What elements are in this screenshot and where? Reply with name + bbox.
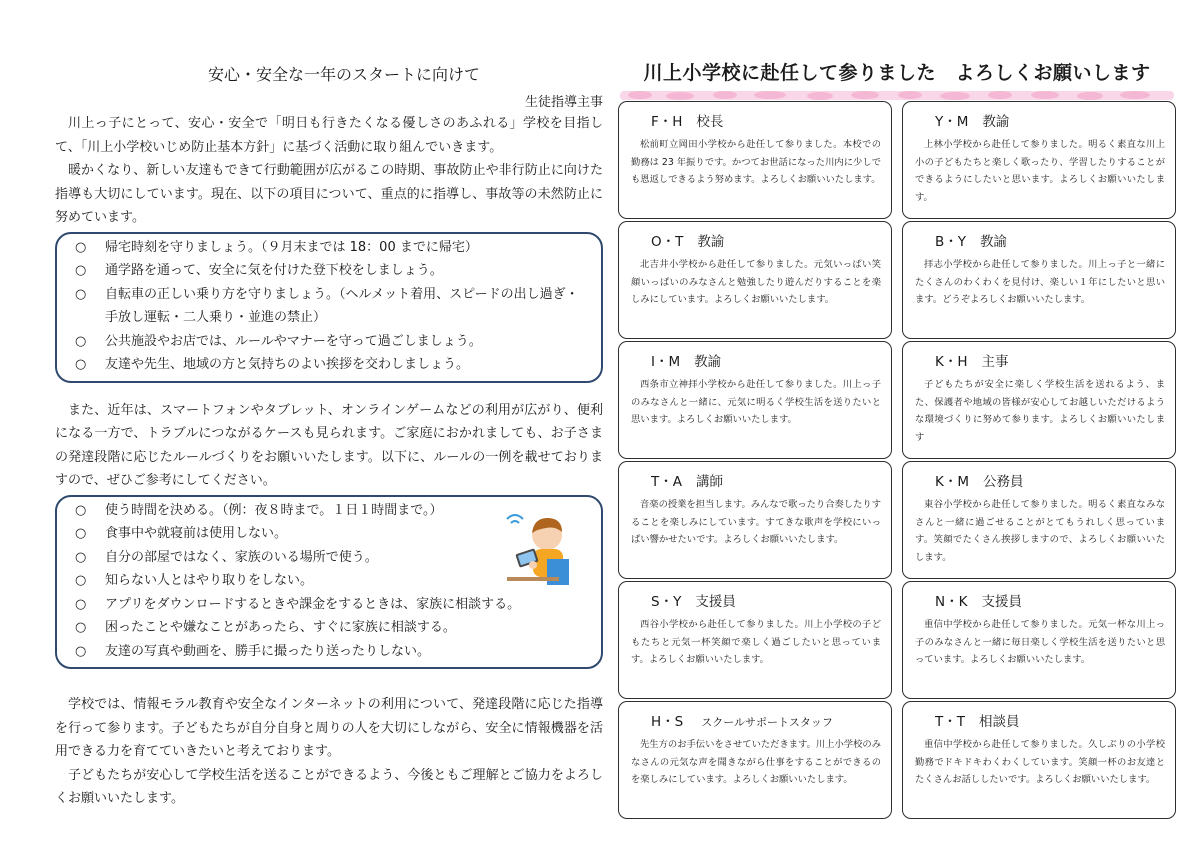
staff-name: T・A <box>651 474 682 490</box>
staff-card <box>902 101 1176 219</box>
intro-paragraph-2: 暖かくなり、新しい友達もできて行動範囲が広がるこの時期、事故防止や非行防止に向けた指導も大切にしています。現在、以下の項目について、重点的に指導し、事故等の未然防止に努めています。 <box>55 163 603 225</box>
staff-role: 教諭 <box>697 234 725 250</box>
staff-role: 教諭 <box>982 114 1010 130</box>
circle-marker: ○ <box>75 596 87 612</box>
circle-marker: ○ <box>75 263 87 278</box>
staff-name: S・Y <box>651 594 682 610</box>
staff-card <box>618 461 892 579</box>
staff-role: 公務員 <box>983 474 1024 490</box>
staff-card <box>902 581 1176 699</box>
staff-role: 校長 <box>696 114 724 130</box>
list-item: ○ 知らない人とはやり取りをしない。 <box>75 569 591 593</box>
list-item: ○ 通学路を通って、安全に気を付けた登下校をしましょう。 <box>75 259 591 283</box>
list-item: ○ 友達や先生、地域の方と気持ちのよい挨拶を交わしましょう。 <box>75 353 591 377</box>
circle-marker: ○ <box>75 239 87 255</box>
list-item: ○ 自転車の正しい乗り方を守りましょう。（ヘルメット着用、スピードの出し過ぎ・手放し運転・二人乗り・並進の禁止） <box>75 283 591 330</box>
staff-role: 支援員 <box>695 594 736 610</box>
device-paragraph: また、近年は、スマートフォンやタブレット、オンラインゲームなどの利用が広がり、便利になる一方で、トラブルにつながるケースも見られます。ご家庭におかれましても、お子さまの発達段階に応じたルールづくりをお願いいたします。以下に、ルールの一例を載せておりますので、ぜひご参考にしてください。 <box>55 402 603 488</box>
staff-name: B・Y <box>935 234 967 250</box>
staff-message: 重信中学校から赴任して参りました。久しぶりの小学校勤務でドキドキわくわくしています。笑顔一杯のお友達とたくさんお話ししたいです。よろしくお願いいたします。 <box>915 739 1165 785</box>
staff-card <box>618 701 892 819</box>
staff-message: 音楽の授業を担当します。みんなで歌ったり合奏したりすることを楽しみにしています。すてきな歌声を学校にいっぱい響かせたいです。よろしくお願いいたします。 <box>631 499 881 545</box>
article-author: 生徒指導主事 <box>524 95 603 110</box>
staff-card <box>902 341 1176 459</box>
closing-paragraph-2: 子どもたちが安心して学校生活を送ることができるよう、今後ともご理解とご協力をよろしくお願いいたします。 <box>55 767 603 806</box>
staff-card <box>618 581 892 699</box>
staff-card <box>618 341 892 459</box>
staff-card <box>902 461 1176 579</box>
staff-role: 講師 <box>695 474 723 490</box>
device-rules-box <box>55 495 603 670</box>
staff-message: 拝志小学校から赴任して参りました。川上っ子と一緒にたくさんのわくわくを見付け、楽しい１年にしたいと思います。どうぞよろしくお願いいたします。 <box>915 259 1165 305</box>
circle-marker: ○ <box>75 526 87 541</box>
circle-marker: ○ <box>75 286 87 302</box>
staff-message: 重信中学校から赴任して参りました。元気一杯な川上っ子のみなさんと一緒に毎日楽しく学校生活を送りたいと思っています。よろしくお願いいたします。 <box>915 619 1165 665</box>
staff-role: 支援員 <box>981 594 1022 610</box>
list-item: ○ 帰宅時刻を守りましょう。（９月末までは 18：00 までに帰宅） <box>75 236 591 260</box>
intro-paragraph-1: 川上っ子にとって、安心・安全で「明日も行きたくなる優しさのあふれる」学校を目指して、「川上小学校いじめ防止基本方針」に基づく活動に取り組んでいきます。 <box>55 116 603 155</box>
circle-marker: ○ <box>75 573 87 588</box>
staff-message: 先生方のお手伝いをさせていただきます。川上小学校のみなさんの元気な声を聞きながら仕事をすることができるのを楽しみにしています。よろしくお願いいたします。 <box>631 739 881 785</box>
staff-card <box>618 101 892 219</box>
safety-rules-box <box>55 232 603 383</box>
circle-marker: ○ <box>75 643 87 659</box>
staff-name: O・T <box>651 234 684 250</box>
staff-role: 教諭 <box>980 234 1008 250</box>
staff-card <box>902 701 1176 819</box>
staff-name: N・K <box>935 594 968 610</box>
circle-marker: ○ <box>75 620 87 635</box>
staff-message: 東谷小学校から赴任して参りました。明るく素直なみなさんと一緒に過ごせることがとてもうれしく思っています。笑顔でたくさん挨拶しますので、よろしくお願いいたします。 <box>915 499 1165 563</box>
staff-message: 子どもたちが安全に楽しく学校生活を送れるよう、また、保護者や地域の皆様が安心してお越しいただけるような環境づくりに努めて参ります。よろしくお願いいたします <box>915 379 1165 443</box>
list-item: ○ 公共施設やお店では、ルールやマナーを守って過ごしましょう。 <box>75 330 591 354</box>
list-item: ○ 友達の写真や動画を、勝手に撮ったり送ったりしない。 <box>75 640 591 664</box>
staff-message: 松前町立岡田小学校から赴任して参りました。本校での勤務は 23 年振りです。かつてお世話になった川内に少しでも恩返しできるよう努めます。よろしくお願いいたします。 <box>631 139 881 185</box>
staff-role: 主事 <box>981 354 1009 370</box>
circle-marker: ○ <box>75 502 87 518</box>
list-item: ○ 使う時間を決める。（例：夜８時まで。１日１時間まで。） <box>75 499 591 523</box>
article-title: 安心・安全な一年のスタートに向けて <box>207 65 480 84</box>
staff-name: H・S <box>651 714 684 730</box>
circle-marker: ○ <box>75 357 87 372</box>
closing-paragraph-1: 学校では、情報モラル教育や安全なインターネットの利用について、発達段階に応じた指導を行って参ります。子どもたちが自分自身と周りの人を大切にしながら、安全に情報機器を活用できる力を育てていきたいと考えております。 <box>55 697 603 759</box>
staff-role: スクールサポートスタッフ <box>701 716 833 729</box>
list-item: ○ アプリをダウンロードするときや課金をするときは、家族に相談する。 <box>75 593 591 617</box>
list-item: ○ 困ったことや嫌なことがあったら、すぐに家族に相談する。 <box>75 616 591 640</box>
brush-decoration <box>620 89 1174 101</box>
list-item: ○ 自分の部屋ではなく、家族のいる場所で使う。 <box>75 546 591 570</box>
staff-role: 教諭 <box>694 354 722 370</box>
staff-message: 西条市立神拝小学校から赴任して参りました。川上っ子のみなさんと一緒に、元気に明るく学校生活を送りたいと思います。よろしくお願いいたします。 <box>631 379 881 425</box>
safety-article <box>55 62 603 811</box>
staff-card <box>902 221 1176 339</box>
circle-marker: ○ <box>75 333 87 349</box>
staff-card <box>618 221 892 339</box>
staff-message: 西谷小学校から赴任して参りました。川上小学校の子どもたちと元気一杯笑顔で楽しく過ごしたいと思っています。よろしくお願いいたします。 <box>631 619 881 665</box>
staff-message: 上林小学校から赴任して参りました。明るく素直な川上小の子どもたちと楽しく歌ったり、学習したりすることができるようにしたいと思います。よろしくお願いいたします。 <box>915 139 1165 203</box>
staff-role: 相談員 <box>979 714 1020 730</box>
staff-name: K・M <box>935 474 970 490</box>
staff-name: I・M <box>651 354 681 370</box>
circle-marker: ○ <box>75 549 87 565</box>
staff-name: F・H <box>651 114 683 130</box>
list-item: ○ 食事中や就寝前は使用しない。 <box>75 522 591 546</box>
section-title: 川上小学校に赴任して参りました よろしくお願いします <box>643 62 1151 84</box>
staff-name: T・T <box>935 714 965 730</box>
staff-name: Y・M <box>935 114 969 130</box>
staff-message: 北吉井小学校から赴任して参りました。元気いっぱい笑顔いっぱいのみなさんと勉強したり遊んだりすることを楽しみにしています。よろしくお願いいたします。 <box>631 259 881 305</box>
staff-name: K・H <box>935 354 968 370</box>
child-tablet-illustration <box>503 511 573 589</box>
